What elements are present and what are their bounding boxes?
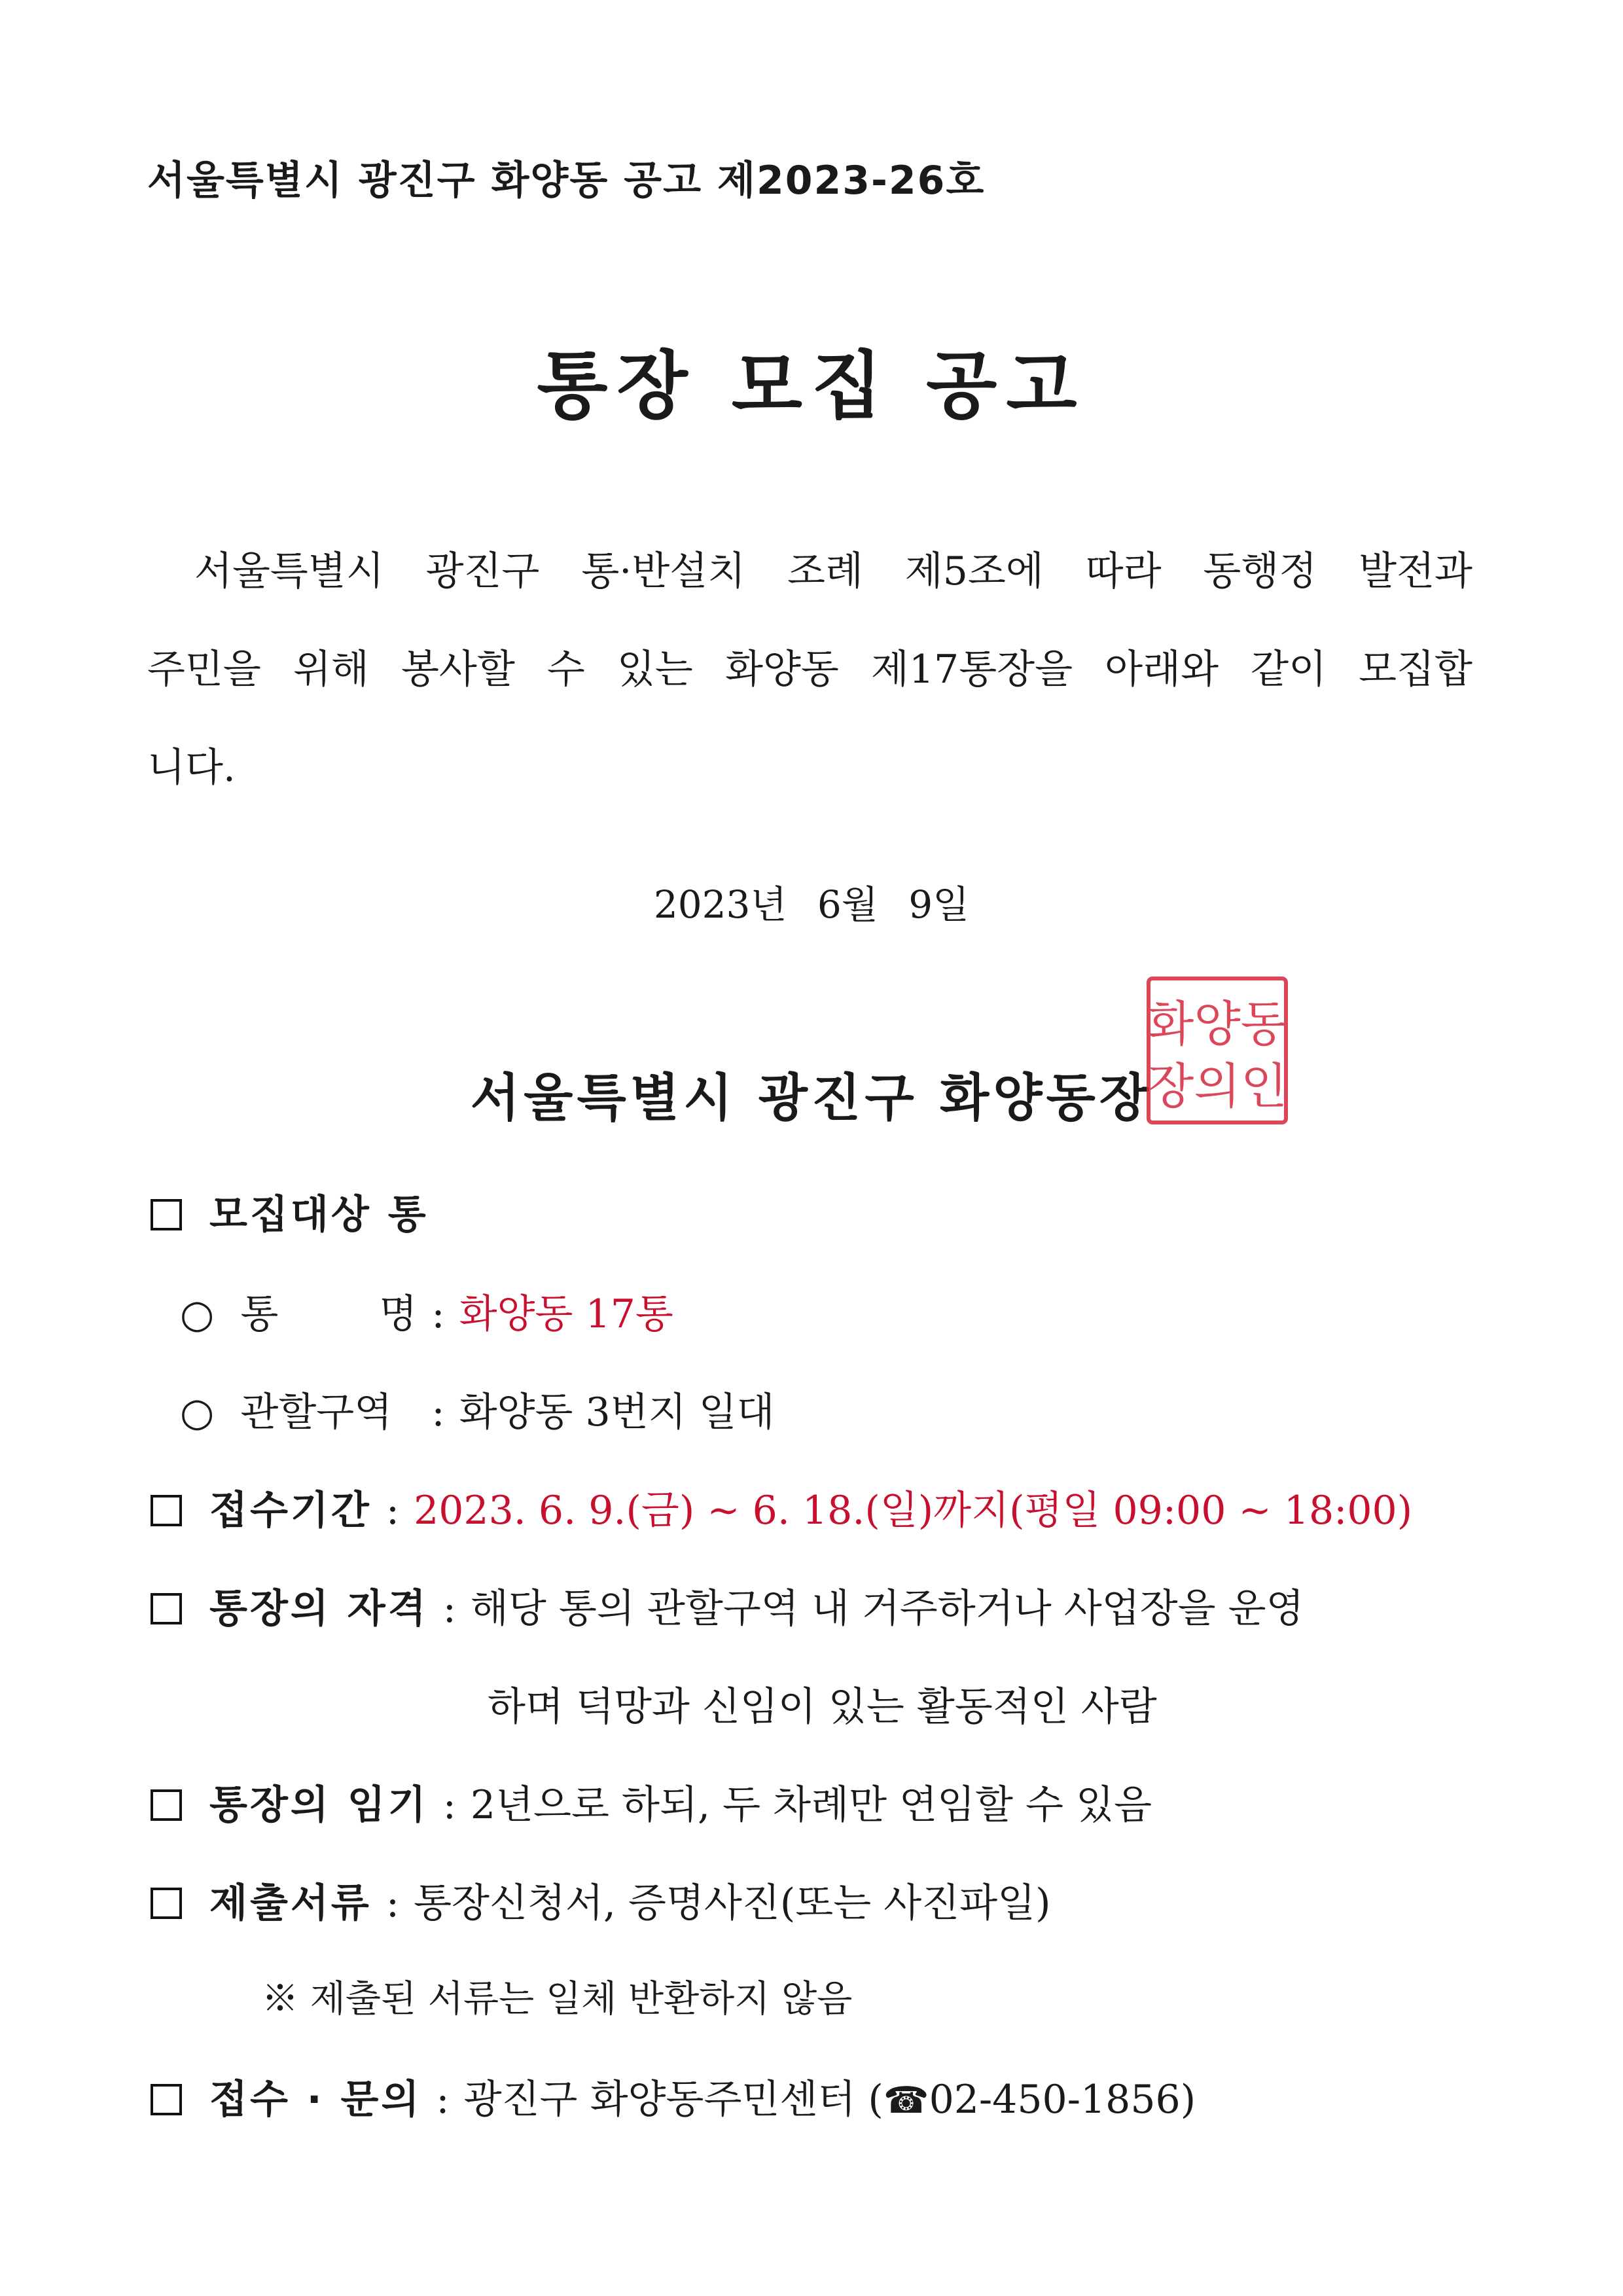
telephone-icon: ☎ <box>883 2079 929 2122</box>
checkbox-icon <box>151 1789 182 1821</box>
intro-line-2: 주민을 위해 봉사할 수 있는 화양동 제17통장을 아래와 같이 모집합 <box>147 647 1472 692</box>
section-term <box>151 1774 1152 1830</box>
seal-line-2: 장의인 <box>1147 1058 1288 1115</box>
section-qualification-value-2: 하며 덕망과 신임이 있는 활동적인 사람 <box>488 1684 1157 1730</box>
colon: : <box>436 2077 450 2123</box>
target-name-row <box>180 1283 673 1339</box>
target-area-value: 화양동 3번지 일대 <box>459 1390 775 1435</box>
section-contact <box>151 2068 1196 2125</box>
colon: : <box>442 1782 456 1828</box>
section-term-value: 2년으로 하되, 두 차례만 연임할 수 있음 <box>470 1782 1152 1828</box>
checkbox-icon <box>151 1593 182 1624</box>
issuer-name: 서울특별시 광진구 화양동장 <box>470 1068 1153 1128</box>
section-target <box>151 1183 429 1240</box>
target-name-value: 화양동 17통 <box>459 1291 673 1337</box>
documents-note: ※ 제출된 서류는 일체 반환하지 않음 <box>262 1978 853 2020</box>
target-area-label: 관할구역 <box>240 1390 393 1435</box>
circle-bullet-icon: ○ <box>180 1390 215 1435</box>
section-term-heading: 통장의 임기 <box>209 1782 429 1828</box>
checkbox-icon <box>151 1495 182 1526</box>
checkbox-icon <box>151 1199 182 1230</box>
section-qualification <box>151 1577 1304 1634</box>
section-contact-heading: 접수 · 문의 <box>209 2077 422 2123</box>
section-period-value: 2023. 6. 9.(금) ~ 6. 18.(일)까지(평일 09:00 ~ 18:00) <box>414 1488 1413 1534</box>
section-qualification-value-1: 해당 통의 관할구역 내 거주하거나 사업장을 운영 <box>470 1586 1304 1632</box>
colon: : <box>442 1586 456 1632</box>
page-title: 통장 모집 공고 <box>537 344 1086 429</box>
section-period-heading: 접수기간 <box>209 1488 372 1534</box>
circle-bullet-icon: ○ <box>180 1291 215 1337</box>
intro-line-1: 서울특별시 광진구 통·반설치 조례 제5조에 따라 동행정 발전과 <box>194 548 1472 594</box>
seal-line-1: 화양동 <box>1147 996 1288 1052</box>
contact-phone: 02-450-1856 <box>929 2077 1181 2123</box>
colon: : <box>431 1291 445 1337</box>
colon: : <box>431 1390 445 1435</box>
section-qualification-heading: 통장의 자격 <box>209 1586 429 1632</box>
official-seal <box>1142 972 1293 1129</box>
checkbox-icon <box>151 2084 182 2115</box>
checkbox-icon <box>151 1888 182 1919</box>
notice-number: 서울특별시 광진구 화양동 공고 제2023-26호 <box>147 158 986 204</box>
section-documents-value: 통장신청서, 증명사진(또는 사진파일) <box>414 1880 1051 1926</box>
colon: : <box>385 1880 400 1926</box>
contact-value-suffix: ) <box>1180 2077 1196 2123</box>
target-area-row <box>180 1381 775 1437</box>
intro-line-3: 니다. <box>147 745 236 791</box>
section-target-heading: 모집대상 통 <box>209 1192 429 1238</box>
section-period <box>151 1479 1412 1535</box>
contact-value-prefix: 광진구 화양동주민센터 ( <box>463 2077 883 2123</box>
notice-date: 2023년 6월 9일 <box>653 882 970 927</box>
section-documents-heading: 제출서류 <box>209 1880 372 1926</box>
section-documents <box>151 1872 1051 1928</box>
target-name-label: 통 명 <box>240 1291 418 1337</box>
colon: : <box>385 1488 400 1534</box>
